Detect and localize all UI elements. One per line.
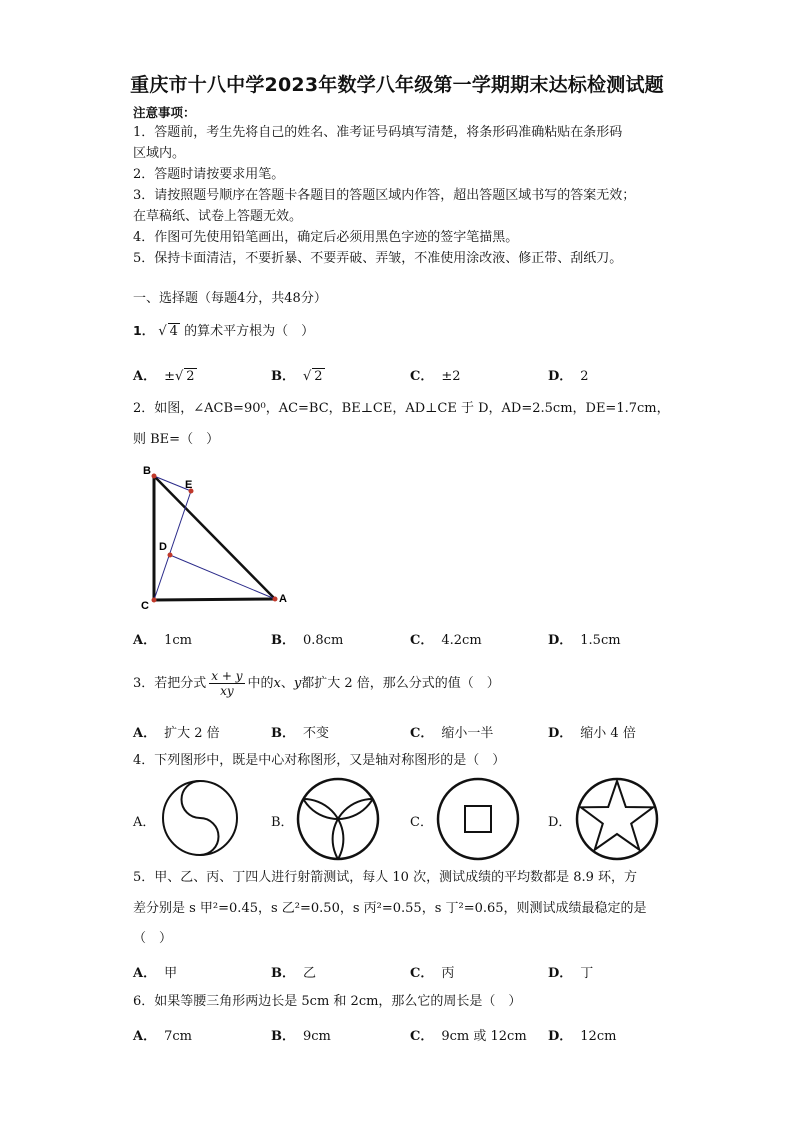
q1-option-c-label: C．: [410, 369, 434, 384]
q3-fraction: [209, 669, 244, 698]
question-1: [133, 322, 314, 341]
q6-option-d-value: 12cm: [580, 1029, 617, 1044]
q3-option-d-label: D．: [548, 726, 573, 741]
section-heading: 一、选择题（每题4分，共48分）: [133, 291, 327, 306]
q4-option-d-star-figure: [574, 776, 660, 862]
note-line-1a: 1．答题前，考生先将自己的姓名、准考证号码填写清楚，将条形码准确粘贴在条形码: [133, 125, 623, 140]
q2-point-b: [152, 474, 157, 479]
q1-number: 1．: [133, 323, 155, 338]
q4-b-inner-circle-1: [298, 776, 378, 819]
q2-label-e: E: [185, 479, 193, 491]
q4-option-b-label: B．: [271, 815, 294, 830]
q1-option-a: [133, 365, 197, 384]
q3-option-a-label: A．: [133, 726, 157, 741]
q5-option-d-label: D．: [548, 966, 573, 981]
q4-a-s-curve: [182, 781, 219, 855]
q1-option-b-label: B．: [271, 369, 295, 384]
q1-option-a-sqrt: √ 2: [175, 369, 195, 384]
q1-option-d-label: D．: [548, 369, 573, 384]
q1-option-a-radicand: 2: [186, 369, 195, 384]
q3-option-b: [271, 722, 329, 741]
q4-c-outer-circle: [438, 779, 518, 859]
q1-text: 的算术平方根为（ ）: [184, 324, 315, 339]
q5-option-b: [271, 962, 316, 981]
q2-option-b: [271, 629, 343, 648]
q3-fraction-numerator: x + y: [211, 669, 243, 683]
q2-option-d: [548, 629, 621, 648]
q3-var-x: x: [273, 676, 281, 691]
note-line-3b: 在草稿纸、试卷上答题无效。: [133, 209, 303, 224]
q2-option-c-label: C．: [410, 633, 434, 648]
q6-option-a: [133, 1025, 192, 1044]
q2-side-ca: [154, 599, 275, 600]
q6-option-b-label: B．: [271, 1029, 295, 1044]
q3-option-c-label: C．: [410, 726, 434, 741]
q1-sqrt: √ 4: [158, 324, 178, 339]
q4-b-inner-circle-2: [295, 799, 343, 862]
q3-option-a: [133, 722, 220, 741]
q6-text: 6．如果等腰三角形两边长是 5cm 和 2cm，那么它的周长是（ ）: [133, 994, 522, 1009]
q4-option-c-coin-figure: [435, 776, 521, 862]
q5-option-c: [410, 962, 454, 981]
q2-point-a: [273, 597, 278, 602]
q1-option-b-radicand: 2: [314, 369, 323, 384]
q6-option-c: [410, 1025, 527, 1044]
q4-b-inner-circle-3: [333, 799, 381, 862]
q2-triangle-figure: [138, 462, 298, 612]
q1-option-c-value: ±2: [441, 369, 461, 384]
q1-radicand: 4: [169, 324, 178, 339]
q3-mid: 中的: [247, 676, 274, 691]
q3-option-c-value: 缩小一半: [441, 726, 494, 741]
q3-option-c: [410, 722, 493, 741]
q5-option-b-label: B．: [271, 966, 295, 981]
q5-option-a: [133, 962, 177, 981]
page-title: 重庆市十八中学2023年数学八年级第一学期期末达标检测试题: [130, 74, 664, 96]
q1-option-b-sqrt: √ 2: [303, 369, 323, 384]
q6-option-b: [271, 1025, 331, 1044]
q2-point-c: [152, 598, 157, 603]
q4-option-a-taiji-figure: [160, 778, 240, 858]
q4-d-star: [581, 781, 653, 850]
q3-sep: 、: [280, 676, 294, 691]
q4-option-d-label: D．: [548, 815, 572, 830]
q4-text: 4．下列图形中，既是中心对称图形，又是轴对称图形的是（ ）: [133, 753, 506, 768]
q2-point-d: [168, 553, 173, 558]
q1-option-d-value: 2: [580, 369, 589, 384]
q2-option-b-label: B．: [271, 633, 295, 648]
question-3: [133, 664, 500, 704]
q5-option-c-value: 丙: [441, 966, 455, 981]
q1-option-b: [271, 365, 325, 384]
q3-fraction-denominator: xy: [220, 684, 234, 698]
note-line-3a: 3．请按照题号顺序在答题卡各题目的答题区域内作答，超出答题区域书写的答案无效；: [133, 188, 636, 203]
q3-option-b-value: 不变: [303, 726, 330, 741]
q2-line-ad: [170, 555, 275, 599]
q5-option-a-label: A．: [133, 966, 157, 981]
q4-option-a-label: A．: [133, 815, 156, 830]
q6-option-c-label: C．: [410, 1029, 434, 1044]
q1-option-d: [548, 365, 589, 384]
q2-label-a: A: [279, 593, 287, 605]
q4-option-b-three-circles-figure: [295, 776, 381, 862]
q3-option-b-label: B．: [271, 726, 295, 741]
q3-var-y: y: [293, 676, 302, 691]
q3-option-a-value: 扩大 2 倍: [164, 726, 220, 741]
q2-option-d-label: D．: [548, 633, 573, 648]
q5-option-a-value: 甲: [164, 966, 178, 981]
q2-line-1: 2．如图，∠ACB=90⁰，AC=BC，BE⊥CE，AD⊥CE 于 D，AD=2.5cm，DE=1.7cm，: [133, 401, 670, 416]
q5-line-2: 差分别是 s 甲²=0.45，s 乙²=0.50，s 丙²=0.55，s 丁²=0.65，则测试成绩最稳定的是: [133, 901, 647, 916]
q4-c-inner-square: [465, 806, 491, 832]
q2-option-a: [133, 629, 192, 648]
q5-line-3: （ ）: [133, 931, 173, 946]
q2-option-a-value: 1cm: [164, 633, 192, 648]
notes-heading: 注意事项：: [133, 105, 196, 120]
q3-option-d-value: 缩小 4 倍: [580, 726, 636, 741]
q6-option-d-label: D．: [548, 1029, 573, 1044]
q6-option-a-label: A．: [133, 1029, 157, 1044]
q6-option-c-value: 9cm 或 12cm: [441, 1029, 527, 1044]
q2-option-a-label: A．: [133, 633, 157, 648]
note-line-2: 2．答题时请按要求用笔。: [133, 167, 285, 182]
q2-option-d-value: 1.5cm: [580, 633, 621, 648]
q6-option-d: [548, 1025, 616, 1044]
q4-option-c-label: C．: [410, 815, 433, 830]
q2-option-c: [410, 629, 482, 648]
q2-label-d: D: [159, 541, 167, 553]
q2-option-c-value: 4.2cm: [441, 633, 482, 648]
q5-option-d-value: 丁: [580, 966, 594, 981]
q2-label-b: B: [143, 465, 151, 477]
q3-option-d: [548, 722, 636, 741]
note-line-1b: 区域内。: [133, 146, 186, 161]
q6-option-a-value: 7cm: [164, 1029, 192, 1044]
q3-postfix: 都扩大 2 倍，那么分式的值（ ）: [301, 676, 500, 691]
note-line-4: 4．作图可先使用铅笔画出，确定后必须用黑色字迹的签字笔描黑。: [133, 230, 519, 245]
q2-side-ba: [154, 476, 275, 599]
q1-option-a-label: A．: [133, 369, 157, 384]
q4-d-outer-circle: [577, 779, 657, 859]
q6-option-b-value: 9cm: [303, 1029, 331, 1044]
q5-option-c-label: C．: [410, 966, 434, 981]
q5-option-d: [548, 962, 593, 981]
note-line-5: 5．保持卡面清洁，不要折暴、不要弄破、弄皱，不准使用涂改液、修正带、刮纸刀。: [133, 251, 623, 266]
q2-option-b-value: 0.8cm: [303, 633, 344, 648]
q3-prefix: 3．若把分式: [133, 676, 207, 691]
q5-option-b-value: 乙: [303, 966, 317, 981]
q1-option-a-pm: ±: [164, 369, 175, 384]
q1-option-c: [410, 365, 461, 384]
q2-line-2: 则 BE=（ ）: [133, 432, 220, 447]
q2-label-c: C: [141, 600, 149, 612]
q5-line-1: 5．甲、乙、丙、丁四人进行射箭测试，每人 10 次，测试成绩的平均数都是 8.9 环，方: [133, 870, 638, 885]
